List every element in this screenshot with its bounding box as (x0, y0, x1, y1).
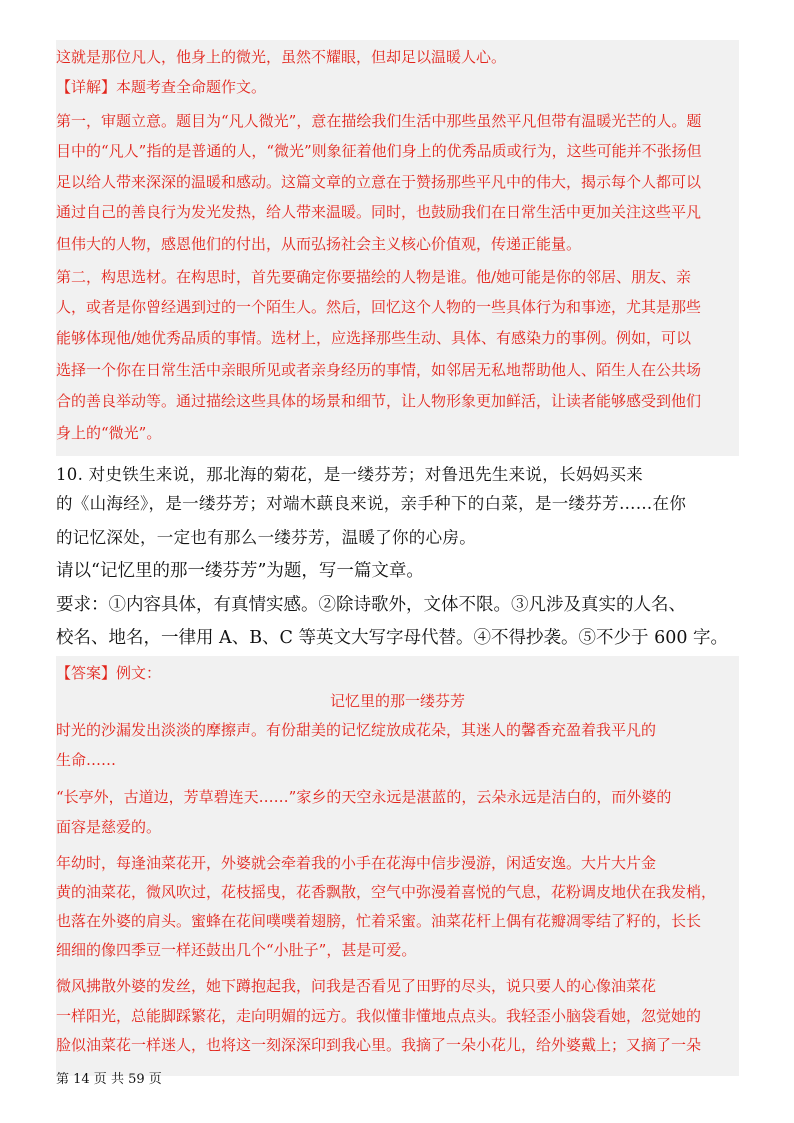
essay-line: 面容是慈爱的。 (56, 818, 162, 836)
text-line: 第一，审题立意。题目为“凡人微光”，意在描绘我们生活中那些虽然平凡但带有温暖光芒的人。题 (56, 112, 702, 130)
text-line: 能够体现他/她优秀品质的事情。选材上，应选择那些生动、具体、有感染力的事例。例如，可以 (56, 329, 692, 347)
essay-line: 细细的像四季豆一样还鼓出几个“小肚子”，甚是可爱。 (56, 941, 417, 959)
essay-line: “长亭外，古道边，芳草碧连天……”家乡的天空永远是湛蓝的，云朵永远是洁白的，而外婆的 (56, 788, 672, 806)
essay-line: 微风拂散外婆的发丝，她下蹲抱起我，问我是否看见了田野的尽头，说只要人的心像油菜花 (56, 977, 657, 995)
detail-label-line: 【详解】本题考查全命题作文。 (56, 78, 267, 96)
essay-line: 时光的沙漏发出淡淡的摩擦声。有份甜美的记忆绽放成花朵，其迷人的馨香充盈着我平凡的 (56, 721, 657, 739)
text-line: 足以给人带来深深的温暖和感动。这篇文章的立意在于赞扬那些平凡中的伟大，揭示每个人都可以 (56, 173, 702, 191)
analysis-section (56, 40, 739, 456)
essay-line: 年幼时，每逢油菜花开，外婆就会牵着我的小手在花海中信步漫游，闲适安逸。大片大片金 (56, 854, 657, 872)
text-line: 人，或者是你曾经遇到过的一个陌生人。然后，回忆这个人物的一些具体行为和事迹，尤其是那些 (56, 298, 702, 316)
essay-line: 脸似油菜花一样迷人，也将这一刻深深印到我心里。我摘了一朵小花儿，给外婆戴上；又摘了一朵 (56, 1036, 702, 1054)
text-line: 合的善良举动等。通过描绘这些具体的场景和细节，让人物形象更加鲜活，让读者能够感受到他们 (56, 392, 702, 410)
question-requirements: 校名、地名，一律用 A、B、C 等英文大写字母代替。④不得抄袭。⑤不少于 600 字。 (56, 628, 729, 648)
question-requirements: 要求：①内容具体，有真情实感。②除诗歌外，文体不限。③凡涉及真实的人名、 (56, 595, 686, 615)
text-line: 第二，构思选材。在构思时，首先要确定你要描绘的人物是谁。他/她可能是你的邻居、朋友、亲 (56, 268, 692, 286)
question-section (56, 456, 739, 656)
text-line: 选择一个你在日常生活中亲眼所见或者亲身经历的事情，如邻居无私地帮助他人、陌生人在公共场 (56, 361, 702, 379)
essay-line: 也落在外婆的肩头。蜜蜂在花间噗噗着翅膀，忙着采蜜。油菜花杆上偶有花瓣凋零结了籽的，长长 (56, 912, 702, 930)
text-line: 身上的“微光”。 (56, 424, 162, 442)
page-number-footer: 第 14 页 共 59 页 (56, 1072, 162, 1087)
question-prompt: 请以“记忆里的那一缕芬芳”为题，写一篇文章。 (56, 561, 424, 581)
essay-line: 黄的油菜花，微风吹过，花枝摇曳，花香飘散，空气中弥漫着喜悦的气息，花粉调皮地伏在我发梢， (56, 883, 717, 901)
essay-line: 一样阳光，总能脚踩繁花，走向明媚的远方。我似懂非懂地点点头。我轻歪小脑袋看她，忽觉她的 (56, 1007, 702, 1025)
essay-title: 记忆里的那一缕芬芳 (329, 692, 465, 710)
essay-line: 生命…… (56, 751, 117, 769)
text-line: 通过自己的善良行为发光发热，给人带来温暖。同时，也鼓励我们在日常生活中更加关注这些平凡 (56, 203, 702, 221)
answer-label: 【答案】例文： (56, 664, 162, 682)
question-line: 的记忆深处，一定也有那么一缕芬芳，温暖了你的心房。 (56, 528, 476, 547)
answer-section (56, 656, 739, 1076)
text-line: 这就是那位凡人，他身上的微光，虽然不耀眼，但却足以温暖人心。 (56, 48, 507, 66)
question-line: 的《山海经》，是一缕芬芳；对端木蕻良来说，亲手种下的白菜，是一缕芬芳……在你 (56, 494, 687, 513)
text-line: 目中的“凡人”指的是普通的人，“微光”则象征着他们身上的优秀品质或行为，这些可能并不张扬但 (56, 142, 702, 160)
question-line: 10. 对史铁生来说，那北海的菊花，是一缕芬芳；对鲁迅先生来说，长妈妈买来 (56, 465, 644, 484)
text-line: 但伟大的人物，感恩他们的付出，从而弘扬社会主义核心价值观，传递正能量。 (56, 235, 582, 253)
